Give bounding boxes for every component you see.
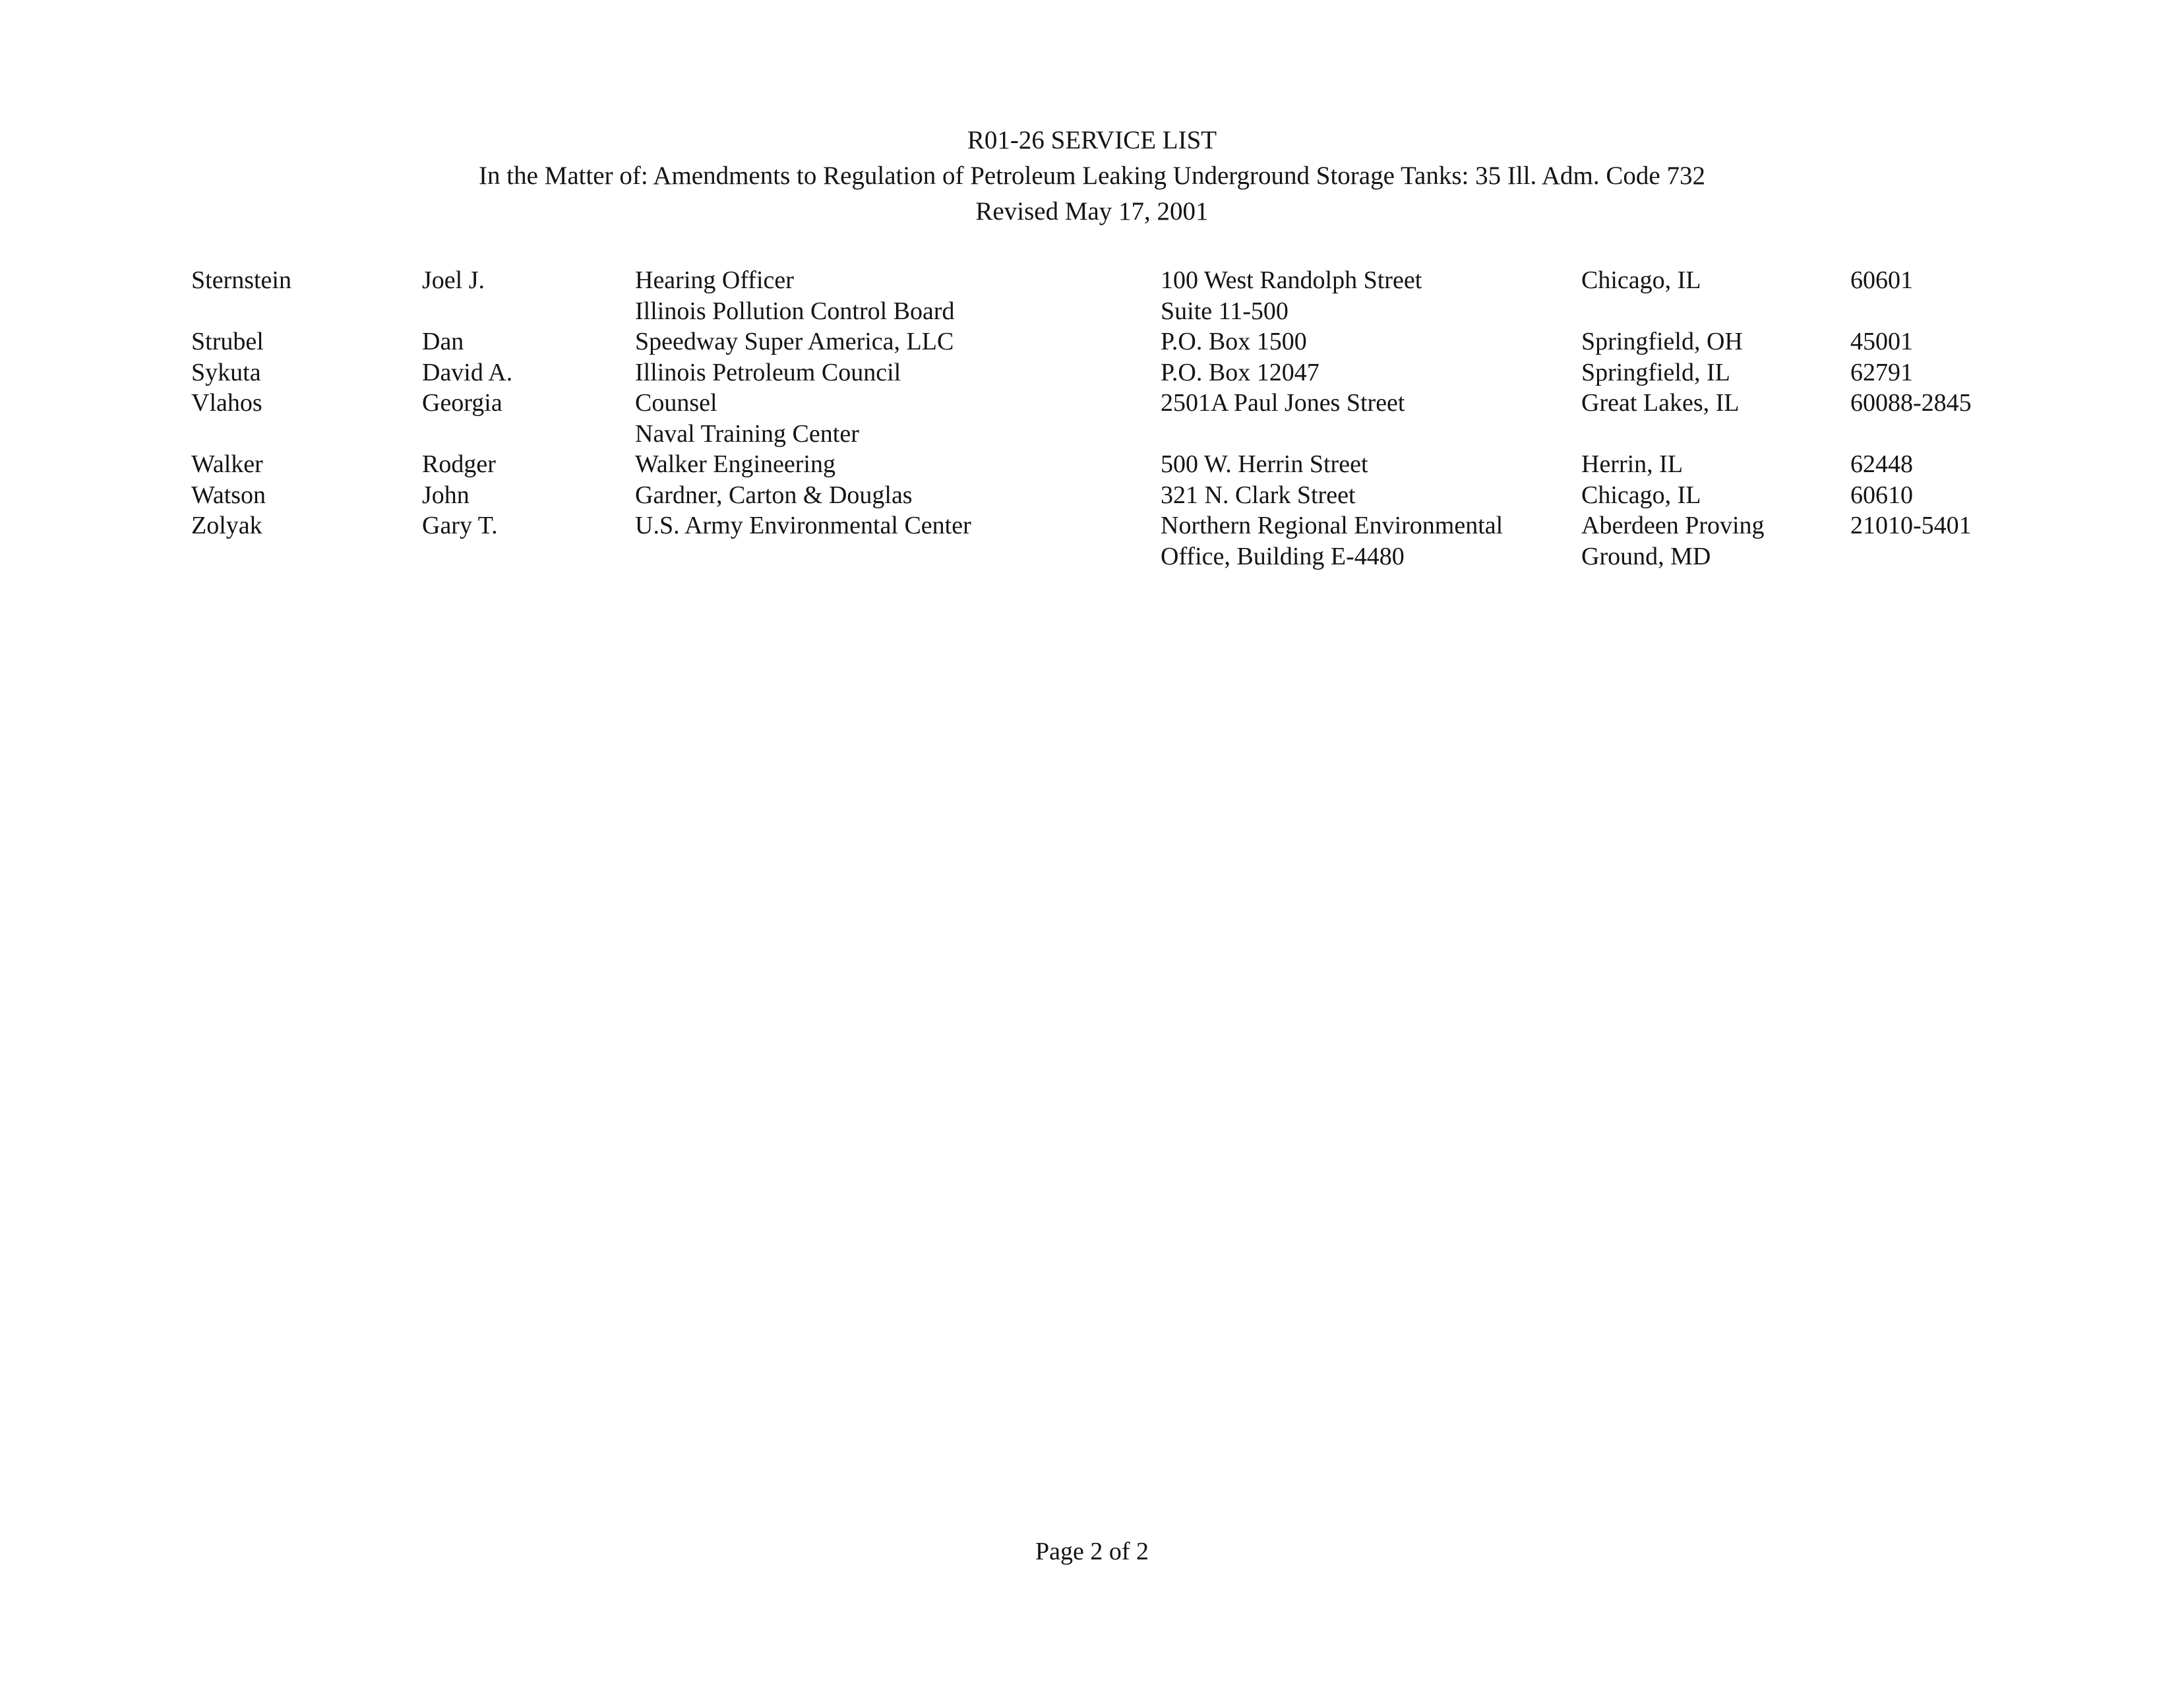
city-state <box>1581 480 1701 511</box>
table-row <box>0 388 2184 449</box>
street-address <box>1161 480 1356 511</box>
organization-line: Walker Engineering <box>635 450 835 478</box>
organization-line: Naval Training Center <box>635 419 859 448</box>
address-line: 500 W. Herrin Street <box>1161 450 1368 478</box>
address-line: Office, Building E-4480 <box>1161 542 1405 570</box>
city-line: Herrin, IL <box>1581 450 1684 478</box>
organization-line: Speedway Super America, LLC <box>635 328 954 355</box>
zip-code: 45001 <box>1850 328 1913 355</box>
zip-code: 21010-5401 <box>1850 512 1972 539</box>
document-title: R01-26 SERVICE LIST <box>967 126 1217 154</box>
zip-code: 62448 <box>1850 450 1913 478</box>
table-row <box>0 510 2184 572</box>
organization-line: Illinois Pollution Control Board <box>635 297 955 325</box>
street-address <box>1161 449 1368 480</box>
page-number: Page 2 of 2 <box>1035 1538 1149 1565</box>
organization-line: Hearing Officer <box>635 266 794 294</box>
address-line: Northern Regional Environmental <box>1161 512 1503 539</box>
organization <box>635 357 901 388</box>
zip-code: 60088-2845 <box>1850 389 1972 417</box>
street-address <box>1161 388 1405 419</box>
city-state <box>1581 510 1765 572</box>
document-subtitle: In the Matter of: Amendments to Regulation of Petroleum Leaking Underground Storage Tanks: 35 Ill. Adm. Code 732 <box>479 162 1705 190</box>
city-state <box>1581 357 1730 388</box>
table-row <box>0 357 2184 388</box>
organization <box>635 510 971 541</box>
first-name: John <box>422 481 470 509</box>
city-state <box>1581 449 1683 480</box>
organization <box>635 388 859 449</box>
city-line: Springfield, OH <box>1581 328 1743 355</box>
organization <box>635 326 954 357</box>
last-name: Walker <box>191 450 263 478</box>
street-address <box>1161 265 1422 326</box>
service-list-table <box>0 265 2184 572</box>
city-state <box>1581 265 1701 296</box>
city-line: Chicago, IL <box>1581 266 1701 294</box>
city-state <box>1581 326 1743 357</box>
organization <box>635 480 913 511</box>
address-line: 321 N. Clark Street <box>1161 481 1356 509</box>
address-line: P.O. Box 12047 <box>1161 358 1320 386</box>
street-address <box>1161 357 1320 388</box>
first-name: David A. <box>422 358 513 386</box>
address-line: P.O. Box 1500 <box>1161 328 1307 355</box>
table-row <box>0 449 2184 480</box>
city-state <box>1581 388 1740 419</box>
address-line: 2501A Paul Jones Street <box>1161 389 1405 417</box>
zip-code: 62791 <box>1850 358 1913 386</box>
street-address <box>1161 326 1307 357</box>
last-name: Sykuta <box>191 358 261 386</box>
first-name: Gary T. <box>422 512 498 539</box>
city-line: Ground, MD <box>1581 542 1711 570</box>
document-header <box>0 123 2184 229</box>
last-name: Sternstein <box>191 266 291 294</box>
organization <box>635 449 835 480</box>
last-name: Vlahos <box>191 389 262 417</box>
last-name: Watson <box>191 481 266 509</box>
last-name: Strubel <box>191 328 264 355</box>
first-name: Dan <box>422 328 464 355</box>
first-name: Joel J. <box>422 266 485 294</box>
city-line: Aberdeen Proving <box>1581 512 1765 539</box>
city-line: Chicago, IL <box>1581 481 1701 509</box>
organization <box>635 265 955 326</box>
first-name: Georgia <box>422 389 502 417</box>
zip-code: 60610 <box>1850 481 1913 509</box>
organization-line: Illinois Petroleum Council <box>635 358 901 386</box>
revision-date: Revised May 17, 2001 <box>975 197 1209 226</box>
first-name: Rodger <box>422 450 496 478</box>
last-name: Zolyak <box>191 512 262 539</box>
address-line: Suite 11-500 <box>1161 297 1289 325</box>
table-row <box>0 480 2184 511</box>
zip-code: 60601 <box>1850 266 1913 294</box>
organization-line: U.S. Army Environmental Center <box>635 512 971 539</box>
city-line: Great Lakes, IL <box>1581 389 1740 417</box>
address-line: 100 West Randolph Street <box>1161 266 1422 294</box>
street-address <box>1161 510 1503 572</box>
city-line: Springfield, IL <box>1581 358 1730 386</box>
organization-line: Gardner, Carton & Douglas <box>635 481 913 509</box>
table-row <box>0 265 2184 326</box>
table-row <box>0 326 2184 357</box>
organization-line: Counsel <box>635 389 717 417</box>
